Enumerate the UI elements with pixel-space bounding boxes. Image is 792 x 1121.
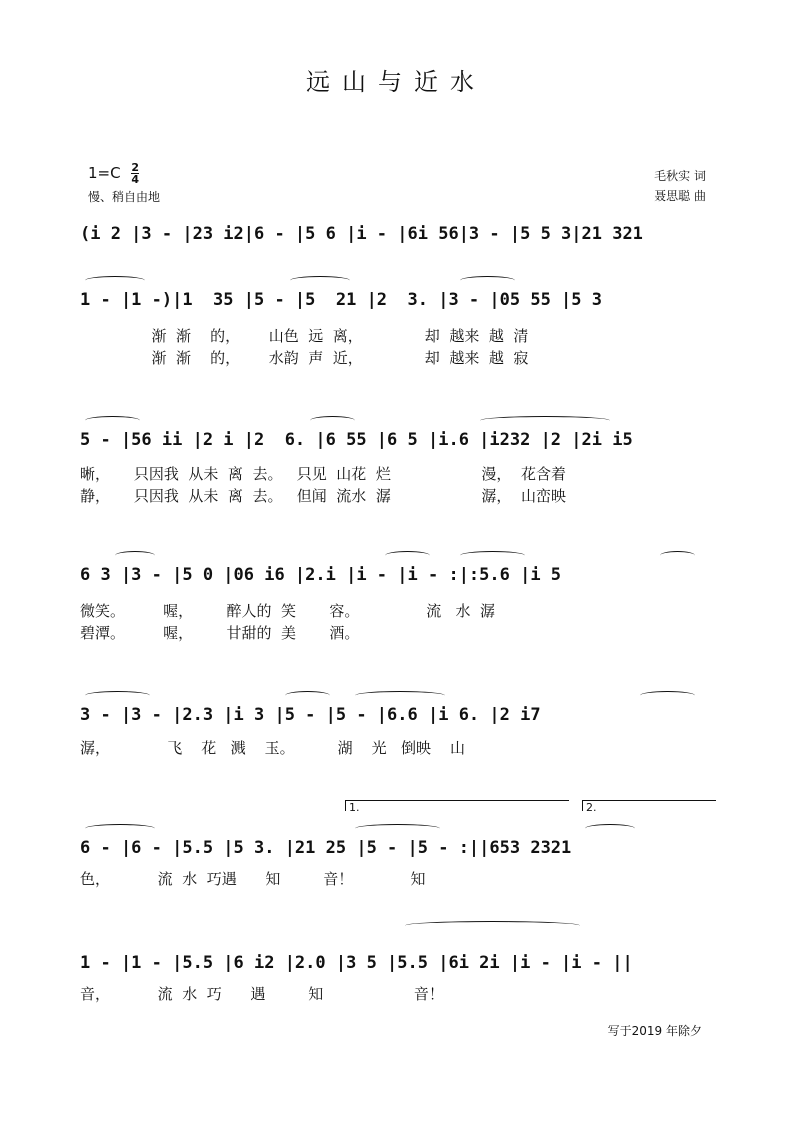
lyric-line: 渐 渐 的， 水韵 声 近， 却 越来 越 寂 [80, 349, 529, 367]
lyric-line: 微笑。 喔， 醉人的 笑 容。 流 水 潺 [80, 602, 496, 620]
volta-second-ending: 2. [582, 800, 716, 811]
slur [310, 416, 355, 425]
lyric-line: 潺， 飞 花 溅 玉。 湖 光 倒映 山 [80, 739, 466, 757]
slur [85, 276, 145, 285]
slur [640, 691, 695, 700]
notes-line: 1 - |1 -)|1 35 |5 - |5 21 |2 3. |3 - |05 55 |5 3 [80, 290, 602, 310]
lyric-line: 碧潭。 喔， 甘甜的 美 酒。 [80, 624, 360, 642]
notes-line: (i 2 |3 - |23 i2|6 - |5 6 |i - |6i 56|3 - |5 5 3|21 321 [80, 224, 643, 244]
volta-first-ending: 1. [345, 800, 569, 811]
lyric-line: 静， 只因我 从未 离 去。 但闻 流水 潺 潺， 山峦映 [80, 487, 566, 505]
music-system-4 [80, 555, 720, 595]
slur [290, 276, 350, 285]
slur [405, 921, 580, 930]
credits [654, 166, 706, 206]
key-label: 1=C [88, 164, 121, 182]
music-system-7 [80, 943, 720, 983]
lyricist: 毛秋实 词 [654, 169, 706, 183]
slur [85, 824, 155, 833]
slur [460, 551, 525, 560]
composer: 聂思聪 曲 [654, 189, 706, 203]
slur [115, 551, 155, 560]
slur [285, 691, 330, 700]
music-system-5 [80, 695, 720, 735]
music-system-2 [80, 280, 720, 320]
slur [85, 416, 140, 425]
slur [355, 824, 440, 833]
notes-line: 1 - |1 - |5.5 |6 i2 |2.0 |3 5 |5.5 |6i 2i |i - |i - || [80, 953, 633, 973]
lyric-line: 渐 渐 的， 山色 远 离， 却 越来 越 清 [80, 327, 529, 345]
slur [660, 551, 695, 560]
lyric-line: 音， 流 水 巧 遇 知 音！ [80, 985, 444, 1003]
time-numerator: 2 [131, 161, 140, 174]
tempo-marking: 慢、稍自由地 [88, 190, 161, 204]
lyric-line: 晰， 只因我 从未 离 去。 只见 山花 烂 漫， 花含着 [80, 465, 566, 483]
notes-line: 3 - |3 - |2.3 |i 3 |5 - |5 - |6.6 |i 6. |2 i7 [80, 705, 541, 725]
song-title: 远山与近水 [306, 68, 486, 96]
notes-line: 6 - |6 - |5.5 |5 3. |21 25 |5 - |5 - :||653 2321 [80, 838, 572, 858]
slur [85, 691, 150, 700]
slur [585, 824, 635, 833]
time-denominator: 4 [131, 173, 140, 186]
key-signature [88, 162, 139, 185]
notes-line: 6 3 |3 - |5 0 |06 i6 |2.i |i - |i - :|:5.6 |i 5 [80, 565, 562, 585]
music-system-3 [80, 420, 720, 460]
lyric-line: 色， 流 水 巧遇 知 音！ 知 [80, 870, 426, 888]
slur [480, 416, 610, 425]
slur [460, 276, 515, 285]
footer-note: 写于2019 年除夕 [607, 1024, 702, 1038]
music-system-1 [80, 214, 720, 254]
slur [385, 551, 430, 560]
notes-line: 5 - |56 ii |2 i |2 6. |6 55 |6 5 |i.6 |i232 |2 |2i i5 [80, 430, 633, 450]
slur [355, 691, 445, 700]
time-signature [131, 162, 139, 185]
music-system-6 [80, 828, 720, 868]
